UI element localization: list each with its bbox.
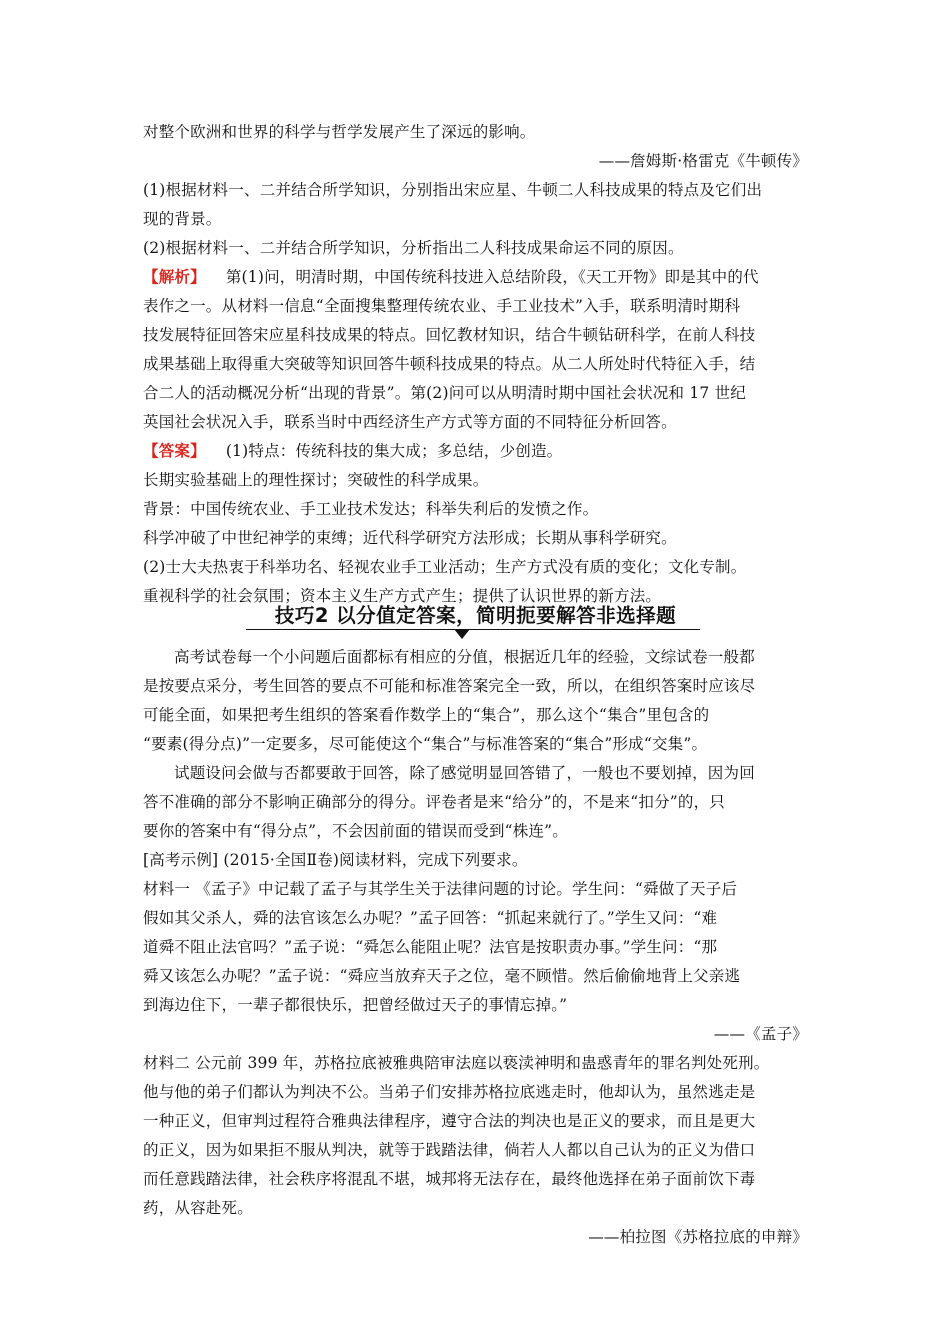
- text-line: 对整个欧洲和世界的科学与哲学发展产生了深远的影响。: [143, 123, 536, 141]
- material-line: 假如其父杀人，舜的法官该怎么办呢？”孟子回答：“抓起来就行了。”学生又问：“难: [143, 909, 718, 927]
- material-line: 一种正义，但审判过程符合雅典法律程序，遵守合法的判决也是正义的要求，而且是更大: [143, 1112, 756, 1130]
- analysis-line: [143, 267, 808, 287]
- citation-line: ——柏拉图《苏格拉底的申辩》: [588, 1228, 808, 1246]
- answer-line: 科学冲破了中世纪神学的束缚；近代科学研究方法形成；长期从事科学研究。: [143, 529, 677, 547]
- question-line: (1)根据材料一、二并结合所学知识，分别指出宋应星、牛顿二人科技成果的特点及它们出: [143, 181, 763, 199]
- material-line: 的正义，因为如果拒不服从判决，就等于践踏法律，倘若人人都以自己认为的正义为借口: [143, 1141, 756, 1159]
- material-line: 而任意践踏法律，社会秩序将混乱不堪，城邦将无法存在，最终他选择在弟子面前饮下毒: [143, 1170, 756, 1188]
- heading-arrow-icon: [454, 629, 470, 639]
- heading-underline: [246, 629, 700, 630]
- paragraph-line: “要素(得分点)”一定要多，尽可能使这个“集合”与标准答案的“集合”形成“交集”。: [143, 735, 708, 753]
- answer-line: (2)士大夫热衷于科举功名、轻视农业手工业活动；生产方式没有质的变化；文化专制。: [143, 558, 747, 576]
- analysis-line: 合二人的活动概况分析“出现的背景”。第(2)问可以从明清时期中国社会状况和 17 世纪: [143, 384, 746, 402]
- answer-line: 背景：中国传统农业、手工业技术发达；科举失利后的发愤之作。: [143, 500, 599, 518]
- answer-line: 长期实验基础上的理性探讨；突破性的科学成果。: [143, 471, 489, 489]
- paragraph-line: 可能全面，如果把考生组织的答案看作数学上的“集合”，那么这个“集合”里包含的: [143, 706, 710, 724]
- paragraph-line: 试题设问会做与否都要敢于回答，除了感觉明显回答错了，一般也不要划掉，因为回: [174, 764, 755, 782]
- material-line: 到海边住下，一辈子都很快乐，把曾经做过天子的事情忘掉。”: [143, 996, 568, 1014]
- citation-line: ——《孟子》: [713, 1025, 808, 1043]
- material-line: 道舜不阻止法官吗？”孟子说：“舜怎么能阻止呢？法官是按职责办事。”学生问：“那: [143, 938, 718, 956]
- analysis-tag: 【解析】: [143, 267, 206, 286]
- question-line: 现的背景。: [143, 210, 222, 228]
- answer-line: [143, 441, 808, 461]
- material-line: 药，从容赴死。: [143, 1199, 253, 1217]
- material-line: 舜又该怎么办呢？”孟子说：“舜应当放弃天子之位，毫不顾惜。然后偷偷地背上父亲逃: [143, 967, 741, 985]
- analysis-line: 英国社会状况入手，联系当时中西经济生产方式等方面的不同特征分析回答。: [143, 413, 677, 431]
- analysis-text: 第(1)问，明清时期，中国传统科技进入总结阶段，《天工开物》即是其中的代: [225, 268, 759, 286]
- question-line: (2)根据材料一、二并结合所学知识，分析指出二人科技成果命运不同的原因。: [143, 239, 684, 257]
- analysis-line: 技发展特征回答宋应星科技成果的特点。回忆教材知识，结合牛顿钻研科学，在前人科技: [143, 326, 756, 344]
- material-line: 材料二 公元前 399 年，苏格拉底被雅典陪审法庭以亵渎神明和蛊惑青年的罪名判处死刑。: [143, 1054, 770, 1072]
- material-line: 材料一 《孟子》中记载了孟子与其学生关于法律问题的讨论。学生问：“舜做了天子后: [143, 880, 738, 898]
- section-heading: 技巧2 以分值定答案，简明扼要解答非选择题: [274, 604, 677, 627]
- paragraph-line: 答不准确的部分不影响正确部分的得分。评卷者是来“给分”的，不是来“扣分”的，只: [143, 793, 725, 811]
- analysis-line: 表作之一。从材料一信息“全面搜集整理传统农业、手工业技术”入手，联系明清时期科: [143, 297, 741, 315]
- answer-tag: 【答案】: [143, 441, 206, 460]
- material-line: 他与他的弟子们都认为判决不公。当弟子们安排苏格拉底逃走时，他却认为，虽然逃走是: [143, 1083, 756, 1101]
- answer-line: 重视科学的社会氛围；资本主义生产方式产生；提供了认识世界的新方法。: [143, 587, 662, 605]
- answer-text: (1)特点：传统科技的集大成；多总结，少创造。: [225, 442, 563, 460]
- paragraph-line: 高考试卷每一个小问题后面都标有相应的分值，根据近几年的经验，文综试卷一般都: [174, 648, 755, 666]
- paragraph-line: 是按要点采分，考生回答的要点不可能和标准答案完全一致，所以，在组织答案时应该尽: [143, 677, 756, 695]
- analysis-line: 成果基础上取得重大突破等知识回答牛顿科技成果的特点。从二人所处时代特征入手，结: [143, 355, 756, 373]
- paragraph-line: 要你的答案中有“得分点”，不会因前面的错误而受到“株连”。: [143, 822, 568, 840]
- example-line: [高考示例] (2015·全国Ⅱ卷)阅读材料，完成下列要求。: [143, 851, 528, 869]
- citation-line: ——詹姆斯·格雷克《牛顿传》: [598, 152, 808, 170]
